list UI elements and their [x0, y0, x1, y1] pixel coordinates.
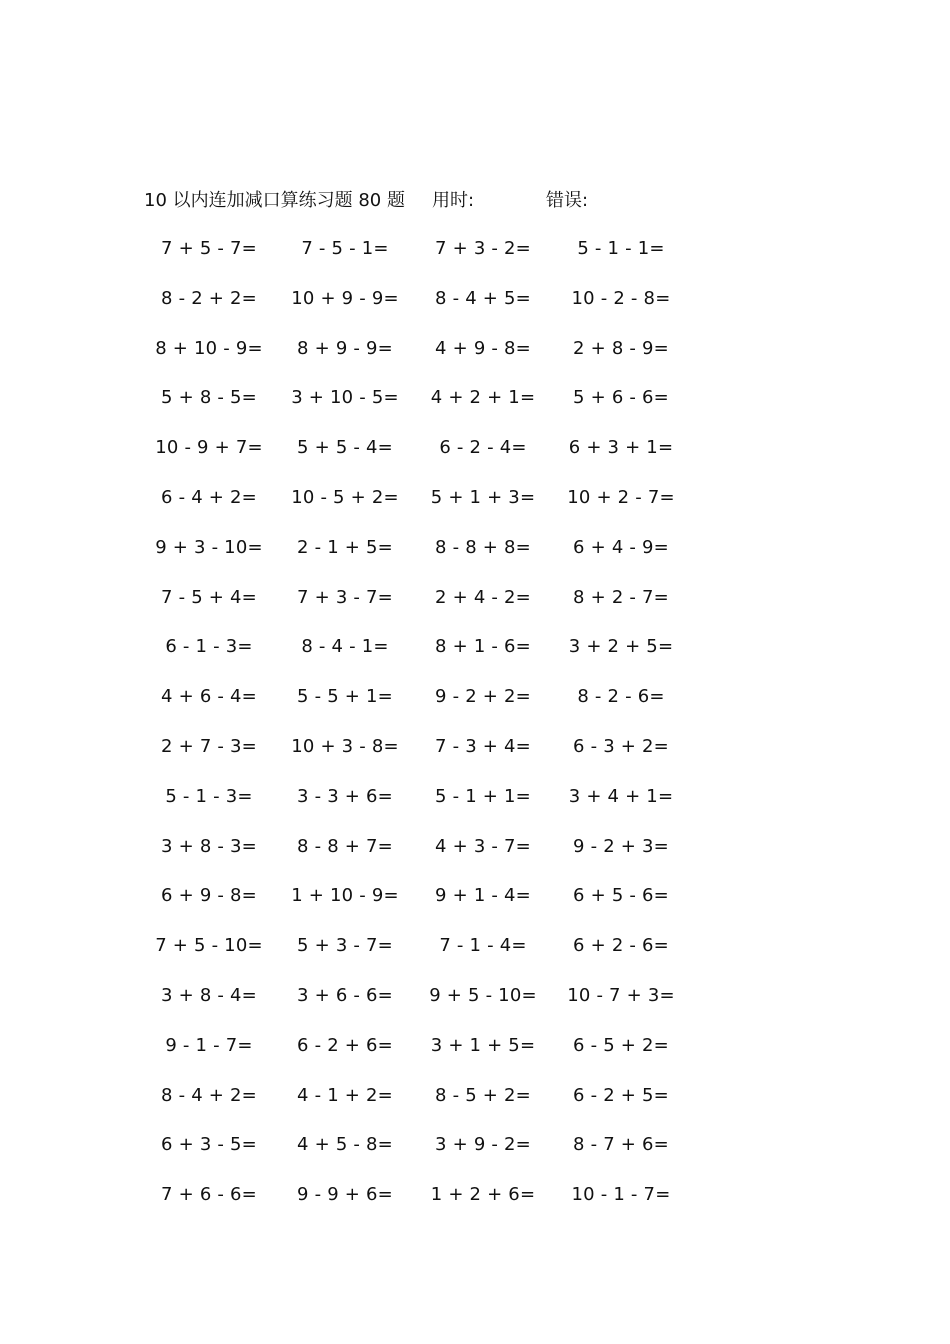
problem-item: 5 + 1 + 3=: [430, 486, 536, 508]
problem-item: 5 - 5 + 1=: [297, 686, 393, 708]
problem-row: [0, 582, 950, 632]
problem-item: 5 - 1 + 1=: [435, 785, 531, 807]
problem-item: 8 - 4 - 1=: [301, 636, 389, 658]
problem-item: 5 + 8 - 5=: [161, 387, 257, 409]
problem-item: 2 - 1 + 5=: [297, 536, 393, 558]
problem-item: 4 + 3 - 7=: [435, 835, 531, 857]
problem-item: 8 + 2 - 7=: [573, 586, 669, 608]
problem-item: 8 + 9 - 9=: [297, 337, 393, 359]
problem-item: 5 + 6 - 6=: [573, 387, 669, 409]
problem-item: 9 - 2 + 2=: [435, 686, 531, 708]
problem-item: 10 - 5 + 2=: [291, 486, 399, 508]
problem-row: [0, 731, 950, 781]
problem-row: [0, 1080, 950, 1130]
problem-item: 8 - 8 + 8=: [435, 536, 531, 558]
problem-item: 4 + 6 - 4=: [161, 686, 257, 708]
problem-row: [0, 980, 950, 1030]
problem-item: 5 + 5 - 4=: [297, 437, 393, 459]
problem-item: 8 - 4 + 2=: [161, 1084, 257, 1106]
problem-item: 3 + 8 - 4=: [161, 984, 257, 1006]
problem-item: 9 - 1 - 7=: [165, 1034, 253, 1056]
problem-item: 2 + 7 - 3=: [161, 735, 257, 757]
problem-row: [0, 880, 950, 930]
problem-item: 6 - 2 - 4=: [439, 437, 527, 459]
problem-item: 7 + 3 - 2=: [435, 238, 531, 259]
problem-item: 4 + 2 + 1=: [430, 387, 536, 409]
problem-item: 6 + 9 - 8=: [161, 885, 257, 907]
problem-row: [0, 681, 950, 731]
problem-item: 7 + 5 - 10=: [155, 935, 263, 957]
problem-item: 1 + 10 - 9=: [291, 885, 399, 907]
problem-item: 6 - 4 + 2=: [161, 486, 257, 508]
problem-item: 8 - 2 - 6=: [577, 686, 665, 708]
problem-row: [0, 532, 950, 582]
problem-grid: [0, 233, 950, 1229]
problem-item: 8 - 5 + 2=: [435, 1084, 531, 1106]
problem-item: 7 + 5 - 7=: [161, 238, 257, 259]
problem-item: 9 + 3 - 10=: [155, 536, 263, 558]
problem-item: 10 - 1 - 7=: [571, 1184, 671, 1206]
problem-row: [0, 831, 950, 881]
problem-item: 3 + 2 + 5=: [568, 636, 674, 658]
problem-row: [0, 283, 950, 333]
problem-row: [0, 1030, 950, 1080]
problem-item: 3 - 3 + 6=: [297, 785, 393, 807]
problem-item: 5 + 3 - 7=: [297, 935, 393, 957]
problem-item: 2 + 4 - 2=: [435, 586, 531, 608]
problem-row: [0, 631, 950, 681]
problem-row: [0, 1179, 950, 1229]
problem-item: 6 - 2 + 5=: [573, 1084, 669, 1106]
problem-item: 1 + 2 + 6=: [430, 1184, 536, 1206]
problem-item: 10 + 3 - 8=: [291, 735, 399, 757]
problem-row: [0, 233, 950, 283]
errors-label: 错误:: [546, 190, 589, 211]
problem-row: [0, 333, 950, 383]
problem-item: 7 - 5 + 4=: [161, 586, 257, 608]
problem-item: 4 + 9 - 8=: [435, 337, 531, 359]
problem-item: 9 - 2 + 3=: [573, 835, 669, 857]
problem-row: [0, 930, 950, 980]
problem-item: 10 + 2 - 7=: [567, 486, 675, 508]
problem-item: 9 + 5 - 10=: [429, 984, 537, 1006]
problem-item: 6 + 3 - 5=: [161, 1134, 257, 1156]
problem-item: 7 + 3 - 7=: [297, 586, 393, 608]
problem-row: [0, 482, 950, 532]
problem-item: 7 - 1 - 4=: [439, 935, 527, 957]
problem-item: 3 + 4 + 1=: [568, 785, 674, 807]
problem-item: 3 + 10 - 5=: [291, 387, 399, 409]
problem-item: 5 - 1 - 3=: [165, 785, 253, 807]
problem-item: 6 + 3 + 1=: [568, 437, 674, 459]
problem-item: 4 - 1 + 2=: [297, 1084, 393, 1106]
problem-item: 10 - 2 - 8=: [571, 287, 671, 309]
problem-item: 8 + 1 - 6=: [435, 636, 531, 658]
problem-item: 3 + 9 - 2=: [435, 1134, 531, 1156]
problem-item: 3 + 8 - 3=: [161, 835, 257, 857]
time-label: 用时:: [432, 190, 475, 211]
problem-item: 4 + 5 - 8=: [297, 1134, 393, 1156]
problem-item: 8 - 7 + 6=: [573, 1134, 669, 1156]
problem-item: 8 + 10 - 9=: [155, 337, 263, 359]
problem-row: [0, 432, 950, 482]
problem-item: 8 - 2 + 2=: [161, 287, 257, 309]
problem-item: 10 + 9 - 9=: [291, 287, 399, 309]
problem-item: 10 - 7 + 3=: [567, 984, 675, 1006]
problem-row: [0, 382, 950, 432]
worksheet-header: [0, 186, 950, 216]
problem-item: 9 - 9 + 6=: [297, 1184, 393, 1206]
problem-row: [0, 781, 950, 831]
problem-item: 7 - 5 - 1=: [301, 238, 389, 259]
problem-item: 3 + 6 - 6=: [297, 984, 393, 1006]
problem-item: 7 - 3 + 4=: [435, 735, 531, 757]
problem-item: 3 + 1 + 5=: [430, 1034, 536, 1056]
problem-item: 10 - 9 + 7=: [155, 437, 263, 459]
problem-item: 6 - 2 + 6=: [297, 1034, 393, 1056]
problem-row: [0, 1129, 950, 1179]
problem-item: 8 - 8 + 7=: [297, 835, 393, 857]
problem-item: 6 + 2 - 6=: [573, 935, 669, 957]
problem-item: 6 + 4 - 9=: [573, 536, 669, 558]
problem-item: 6 - 1 - 3=: [165, 636, 253, 658]
problem-item: 5 - 1 - 1=: [577, 238, 665, 259]
problem-item: 6 - 5 + 2=: [573, 1034, 669, 1056]
problem-item: 6 - 3 + 2=: [573, 735, 669, 757]
problem-item: 8 - 4 + 5=: [435, 287, 531, 309]
problem-item: 2 + 8 - 9=: [573, 337, 669, 359]
problem-item: 7 + 6 - 6=: [161, 1184, 257, 1206]
problem-item: 6 + 5 - 6=: [573, 885, 669, 907]
worksheet-title: 10 以内连加减口算练习题 80 题: [144, 190, 405, 211]
problem-item: 9 + 1 - 4=: [435, 885, 531, 907]
